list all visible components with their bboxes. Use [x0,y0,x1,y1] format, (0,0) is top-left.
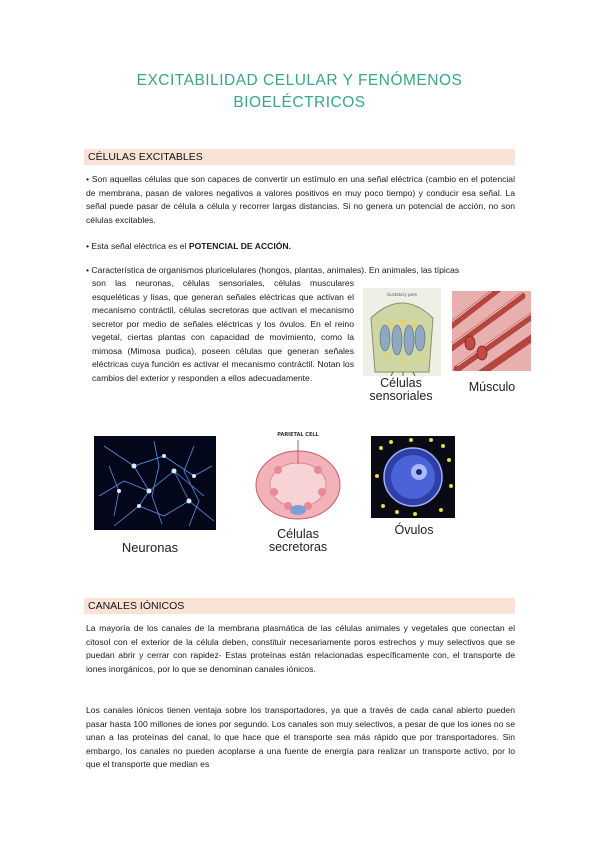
parietal-cell-label: PARIETAL CELL [277,432,319,438]
sensory-cells-caption [356,377,446,403]
potencial-bold: POTENCIAL DE ACCIÓN. [188,241,292,251]
paragraph-caracteristica-rest: son las neuronas, células sensoriales, células musculares esqueléticas y lisas, que generan señales eléctricas que activan el mecanismo contráctil, células secretoras que activan el mecanismo secretor por medio de señales eléctricas y los óvulos. En el reino vegetal, ciertas plantas con capacidad de movimiento, como la mimosa (Mimosa pudica), poseen células que generan señales eléctricas cuya función es activar el mecanismo contráctil. Notan los cambios del exterior y responden a ellos adecuadamente. [92,278,354,383]
paragraph-potencial [86,240,515,254]
title-line-2: BIOELÉCTRICOS [233,94,366,111]
secretory-caption-line2: secretoras [268,540,328,554]
paragraph-canales-2: Los canales iónicos tienen ventaja sobre los transportadores, ya que a través de cada canal abierto pueden pasar hasta 100 millones de iones por segundo. Los canales son muy selectivos, a pesar de que los iones no se unan a las proteínas del canal, lo que hace que el transporte sea más rápido que por transportadores. Sin embargo, los canales no pueden acoplarse a una fuente de energía para realizar un transporte activo, por lo que el transporte que median es [86,705,515,769]
secretory-cells-image [248,430,348,525]
section-heading-canales: CANALES IÓNICOS [84,598,515,614]
ova-caption: Óvulos [394,523,434,537]
neurons-image [94,436,216,530]
paragraph-canales-1: La mayoría de los canales de la membrana plasmática de las células animales y vegetales que conectan el citosol con el exterior de la célula deben, constituir necesariamente poros estrechos y muy selectivos que se puedan abrir y cerrar con rapidez- Estas proteínas están relacionadas específicamente con, el transporte de iones inorgánicos, por lo que se denominan canales iónicos. [86,623,515,674]
neurons-caption: Neuronas [121,540,179,555]
sensory-cells-image [363,288,441,376]
muscle-image [452,291,531,371]
sensory-caption-line2: sensoriales [369,389,433,403]
sensory-caption-line1: Células [380,376,422,390]
title-line-1: EXCITABILIDAD CELULAR Y FENÓMENOS [136,72,463,89]
paragraph-caracteristica-line1: • Característica de organismos pluricelulares (hongos, plantas, animales). En animales, las típicas [86,265,460,275]
secretory-cells-caption [252,528,344,554]
paragraph-definition: • Son aquellas células que son capaces de convertir un estímulo en una señal eléctrica (cambio en el potencial de membrana, pasan de valores negativos a valores positivos en muy poco tiempo) y conducir esa señal. La señal puede pasar de célula a célula y recorrer largas distancias. Si no genera un potencial de acción, no son células excitables. [86,174,515,225]
secretory-caption-line1: Células [277,527,319,541]
potencial-prefix: • Esta señal eléctrica es el [86,241,189,251]
page-title [60,70,539,114]
svg-text:Gustatory pore: Gustatory pore [386,292,418,297]
section-heading-excitables: CÉLULAS EXCITABLES [84,149,515,165]
muscle-caption: Músculo [468,380,516,394]
ova-image [371,436,455,518]
